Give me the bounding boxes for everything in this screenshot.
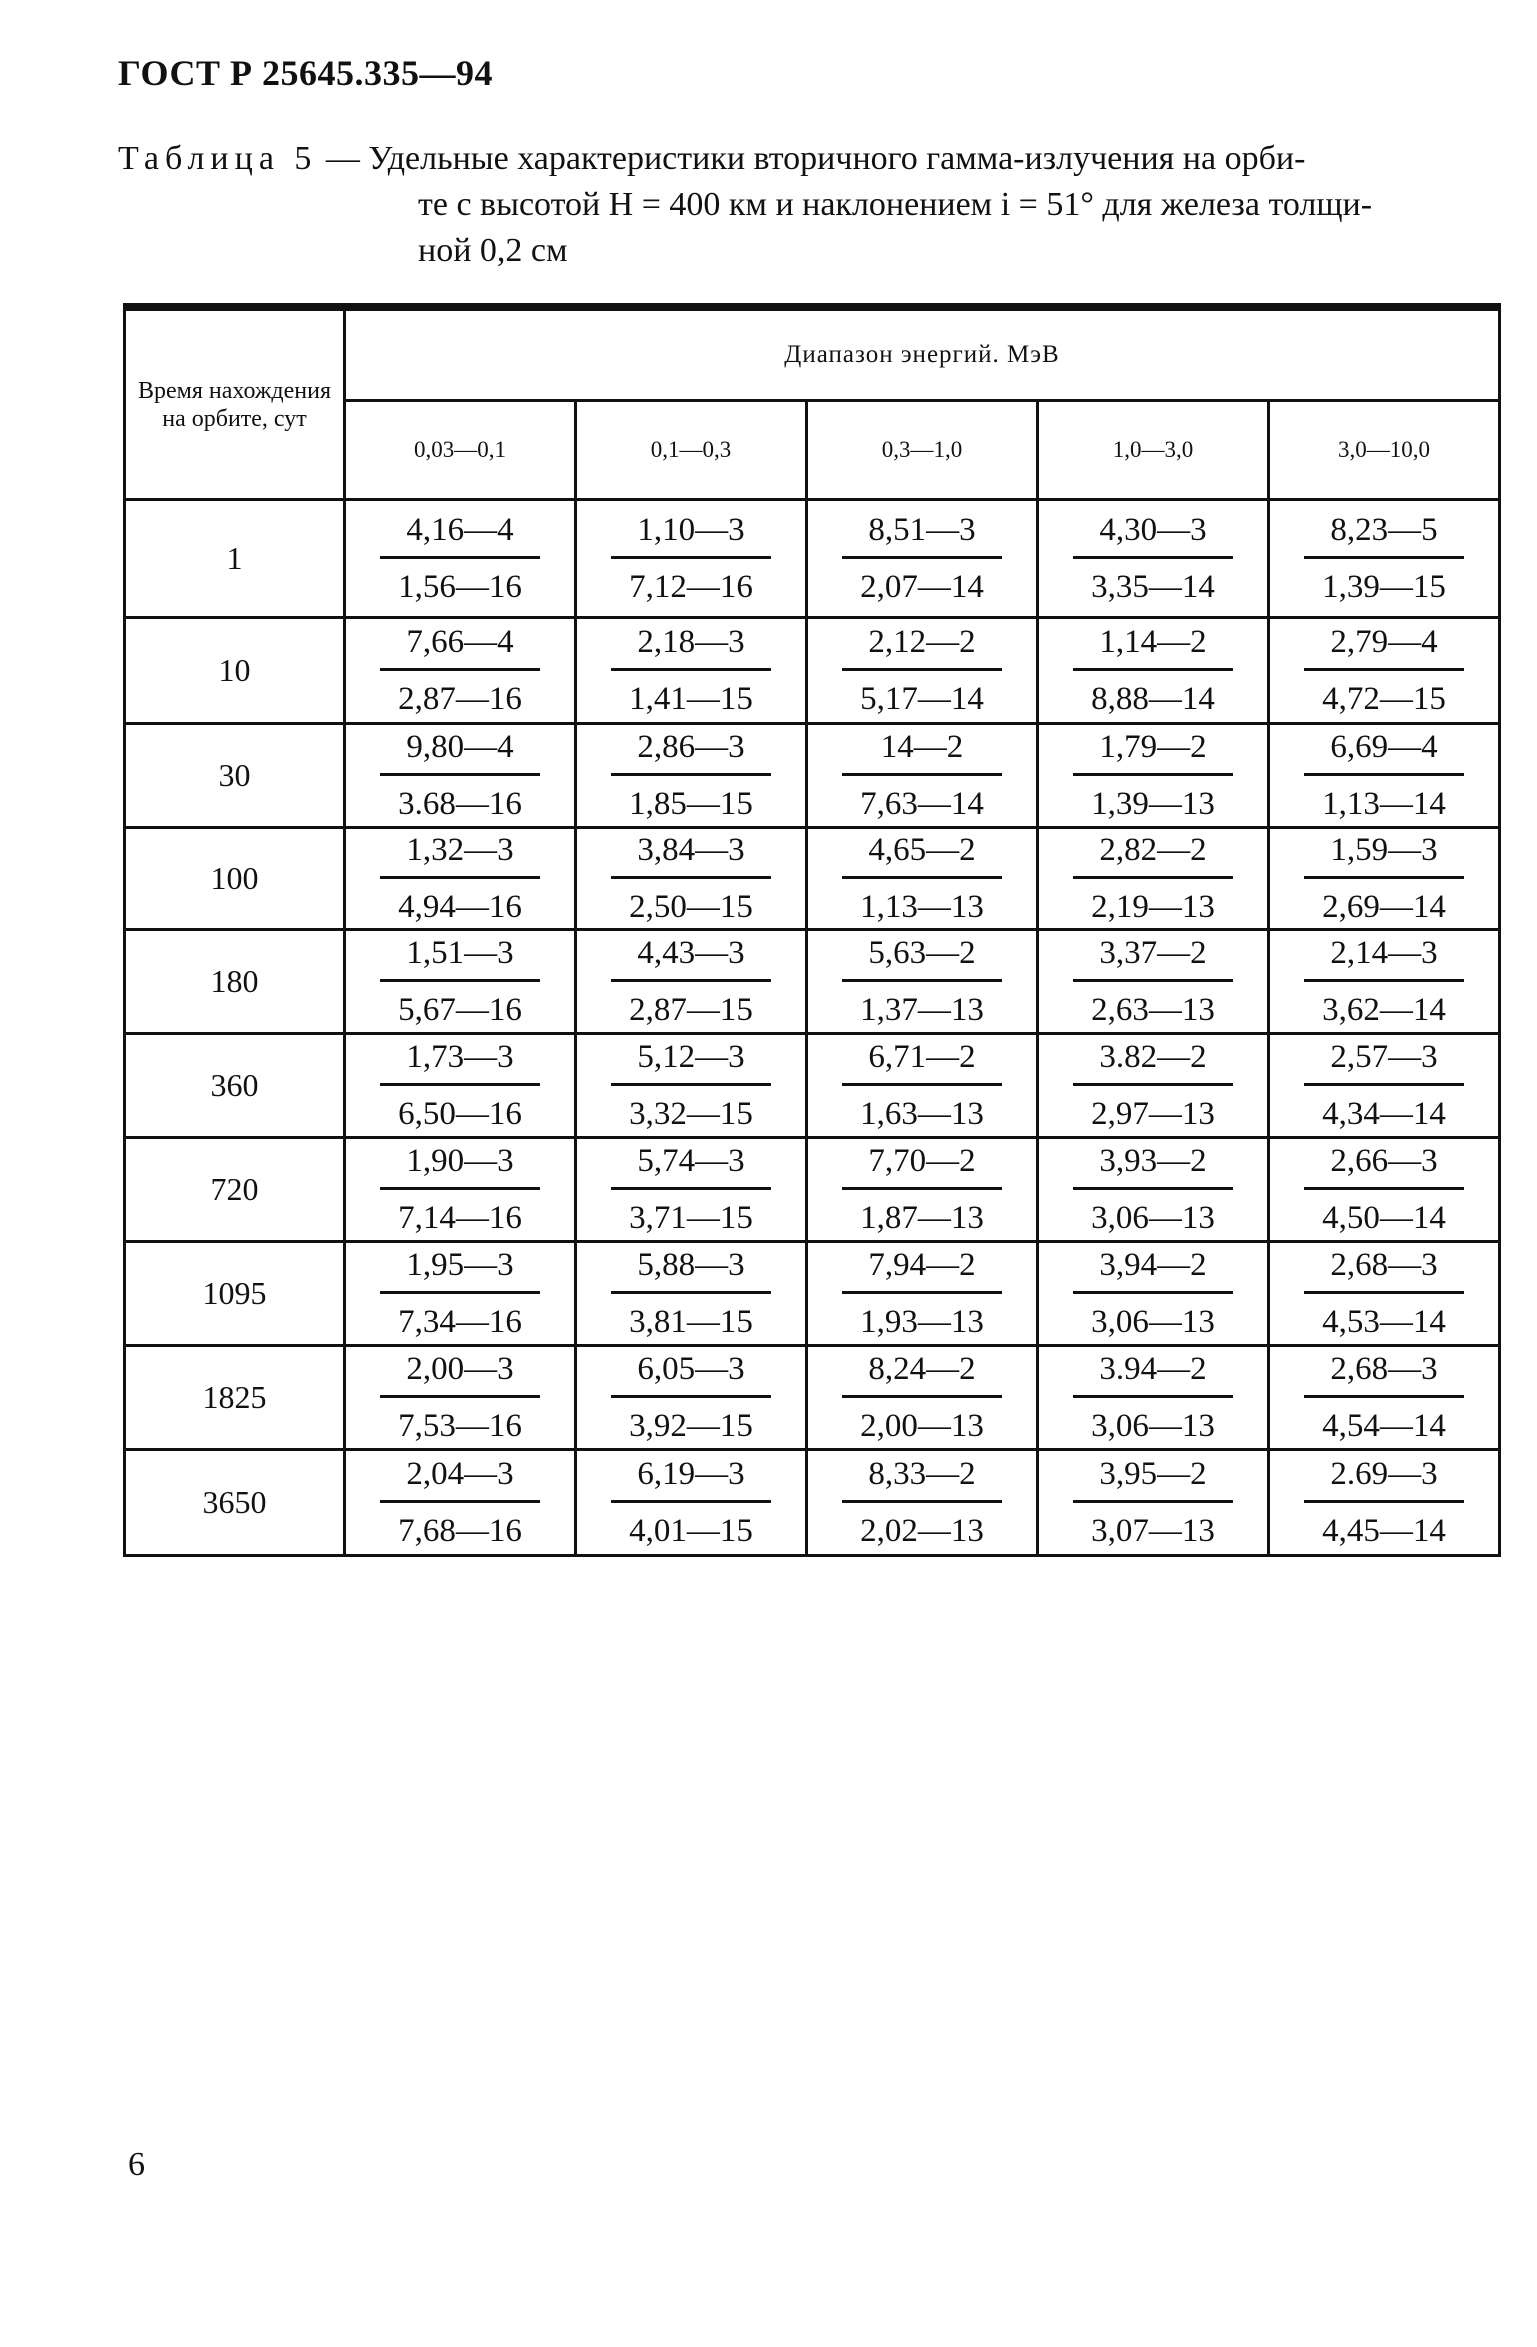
value-cell: [345, 828, 576, 930]
value-cell: [807, 1034, 1038, 1138]
numerator: 2.69—3: [1304, 1454, 1464, 1503]
time-cell: 30: [125, 724, 345, 828]
value-cell: [1269, 1034, 1500, 1138]
table-row: [125, 724, 1500, 828]
fraction: [1304, 1037, 1464, 1134]
numerator: 1,73—3: [380, 1037, 540, 1086]
fraction: [380, 1245, 540, 1342]
value-cell: [1038, 828, 1269, 930]
time-cell: 360: [125, 1034, 345, 1138]
value-cell: [807, 828, 1038, 930]
value-cell: [576, 1346, 807, 1450]
numerator: 4,30—3: [1073, 510, 1233, 559]
denominator: 1,39—13: [1091, 786, 1215, 822]
numerator: 7,94—2: [842, 1245, 1002, 1294]
numerator: 6,69—4: [1304, 727, 1464, 776]
value-cell: [1269, 1138, 1500, 1242]
value-cell: [345, 1034, 576, 1138]
fraction: [842, 830, 1002, 927]
denominator: 4,50—14: [1322, 1200, 1446, 1236]
fraction: [1073, 1141, 1233, 1238]
value-cell: [1038, 618, 1269, 724]
numerator: 9,80—4: [380, 727, 540, 776]
fraction: [380, 727, 540, 824]
value-cell: [576, 828, 807, 930]
fraction: [1304, 1245, 1464, 1342]
fraction: [380, 1454, 540, 1551]
numerator: 2,68—3: [1304, 1349, 1464, 1398]
denominator: 2,87—15: [629, 992, 753, 1028]
value-cell: [345, 1138, 576, 1242]
fraction: [1304, 510, 1464, 607]
value-cell: [1038, 1450, 1269, 1556]
fraction: [842, 622, 1002, 719]
table-row: [125, 618, 1500, 724]
fraction: [842, 1037, 1002, 1134]
value-cell: [345, 500, 576, 618]
fraction: [380, 622, 540, 719]
value-cell: [576, 724, 807, 828]
gamma-radiation-table: [123, 303, 1501, 1557]
numerator: 1,10—3: [611, 510, 771, 559]
fraction: [1073, 933, 1233, 1030]
denominator: 4,72—15: [1322, 681, 1446, 717]
energy-range-header: 3,0—10,0: [1269, 401, 1500, 500]
denominator: 2,50—15: [629, 889, 753, 925]
time-cell: 10: [125, 618, 345, 724]
numerator: 2,68—3: [1304, 1245, 1464, 1294]
denominator: 6,50—16: [398, 1096, 522, 1132]
time-cell: 720: [125, 1138, 345, 1242]
numerator: 4,43—3: [611, 933, 771, 982]
fraction: [1073, 1454, 1233, 1551]
value-cell: [345, 1346, 576, 1450]
fraction: [1304, 622, 1464, 719]
fraction: [842, 1245, 1002, 1342]
column-header-time: Время нахождения на орбите, сут: [125, 307, 345, 500]
denominator: 1,37—13: [860, 992, 984, 1028]
table-caption: [118, 136, 1498, 274]
numerator: 2,82—2: [1073, 830, 1233, 879]
fraction: [611, 1454, 771, 1551]
denominator: 1,13—14: [1322, 786, 1446, 822]
numerator: 5,74—3: [611, 1141, 771, 1190]
numerator: 5,88—3: [611, 1245, 771, 1294]
value-cell: [1269, 1242, 1500, 1346]
denominator: 3,06—13: [1091, 1200, 1215, 1236]
denominator: 3,06—13: [1091, 1304, 1215, 1340]
value-cell: [807, 1450, 1038, 1556]
value-cell: [1269, 828, 1500, 930]
fraction: [380, 1349, 540, 1446]
denominator: 3,06—13: [1091, 1408, 1215, 1444]
fraction: [380, 933, 540, 1030]
denominator: 5,67—16: [398, 992, 522, 1028]
numerator: 2,66—3: [1304, 1141, 1464, 1190]
denominator: 4,34—14: [1322, 1096, 1446, 1132]
denominator: 1,93—13: [860, 1304, 984, 1340]
table-label: Таблица 5: [118, 140, 318, 177]
value-cell: [807, 1346, 1038, 1450]
table-row: [125, 1346, 1500, 1450]
page-number: 6: [128, 2146, 145, 2183]
energy-range-header: 0,1—0,3: [576, 401, 807, 500]
denominator: 2,63—13: [1091, 992, 1215, 1028]
numerator: 1,59—3: [1304, 830, 1464, 879]
numerator: 2,14—3: [1304, 933, 1464, 982]
value-cell: [1269, 500, 1500, 618]
fraction: [842, 1454, 1002, 1551]
fraction: [842, 510, 1002, 607]
value-cell: [345, 1242, 576, 1346]
denominator: 2,69—14: [1322, 889, 1446, 925]
numerator: 3,95—2: [1073, 1454, 1233, 1503]
denominator: 1,13—13: [860, 889, 984, 925]
denominator: 1,85—15: [629, 786, 753, 822]
value-cell: [807, 724, 1038, 828]
numerator: 6,19—3: [611, 1454, 771, 1503]
fraction: [842, 933, 1002, 1030]
caption-line-3: ной 0,2 см: [418, 232, 568, 269]
value-cell: [1269, 618, 1500, 724]
denominator: 4,53—14: [1322, 1304, 1446, 1340]
numerator: 5,12—3: [611, 1037, 771, 1086]
fraction: [380, 1037, 540, 1134]
table-row: [125, 1138, 1500, 1242]
denominator: 1,41—15: [629, 681, 753, 717]
time-cell: 100: [125, 828, 345, 930]
column-header-energy-range: Диапазон энергий. МэВ: [345, 307, 1500, 401]
denominator: 2,97—13: [1091, 1096, 1215, 1132]
denominator: 3,07—13: [1091, 1513, 1215, 1549]
denominator: 1,87—13: [860, 1200, 984, 1236]
fraction: [1073, 510, 1233, 607]
numerator: 3,37—2: [1073, 933, 1233, 982]
denominator: 3,71—15: [629, 1200, 753, 1236]
numerator: 7,70—2: [842, 1141, 1002, 1190]
numerator: 5,63—2: [842, 933, 1002, 982]
value-cell: [576, 930, 807, 1034]
denominator: 2,19—13: [1091, 889, 1215, 925]
denominator: 2,87—16: [398, 681, 522, 717]
fraction: [842, 727, 1002, 824]
denominator: 2,00—13: [860, 1408, 984, 1444]
value-cell: [576, 1034, 807, 1138]
caption-line-1: — Удельные характеристики вторичного гамма-излучения на орби-: [317, 140, 1306, 177]
numerator: 7,66—4: [380, 622, 540, 671]
numerator: 1,90—3: [380, 1141, 540, 1190]
numerator: 1,79—2: [1073, 727, 1233, 776]
denominator: 7,12—16: [629, 569, 753, 605]
denominator: 2,07—14: [860, 569, 984, 605]
table-row: [125, 930, 1500, 1034]
denominator: 3.68—16: [398, 786, 522, 822]
value-cell: [807, 930, 1038, 1034]
numerator: 2,00—3: [380, 1349, 540, 1398]
energy-range-header: 0,03—0,1: [345, 401, 576, 500]
time-cell: 3650: [125, 1450, 345, 1556]
numerator: 3.82—2: [1073, 1037, 1233, 1086]
fraction: [1304, 830, 1464, 927]
fraction: [842, 1349, 1002, 1446]
time-cell: 1825: [125, 1346, 345, 1450]
value-cell: [576, 1450, 807, 1556]
value-cell: [807, 500, 1038, 618]
denominator: 7,68—16: [398, 1513, 522, 1549]
fraction: [611, 622, 771, 719]
denominator: 7,63—14: [860, 786, 984, 822]
numerator: 3,93—2: [1073, 1141, 1233, 1190]
fraction: [1304, 727, 1464, 824]
numerator: 4,16—4: [380, 510, 540, 559]
numerator: 8,24—2: [842, 1349, 1002, 1398]
denominator: 7,14—16: [398, 1200, 522, 1236]
numerator: 8,23—5: [1304, 510, 1464, 559]
fraction: [1073, 1349, 1233, 1446]
fraction: [611, 1037, 771, 1134]
fraction: [380, 510, 540, 607]
energy-range-header: 1,0—3,0: [1038, 401, 1269, 500]
value-cell: [1038, 724, 1269, 828]
denominator: 8,88—14: [1091, 681, 1215, 717]
value-cell: [576, 618, 807, 724]
table-row: [125, 500, 1500, 618]
value-cell: [345, 930, 576, 1034]
denominator: 7,34—16: [398, 1304, 522, 1340]
value-cell: [1038, 1346, 1269, 1450]
table-row: [125, 1034, 1500, 1138]
numerator: 2,04—3: [380, 1454, 540, 1503]
value-cell: [1269, 1346, 1500, 1450]
denominator: 4,45—14: [1322, 1513, 1446, 1549]
table-row: [125, 1450, 1500, 1556]
denominator: 5,17—14: [860, 681, 984, 717]
value-cell: [1038, 1242, 1269, 1346]
value-cell: [807, 1242, 1038, 1346]
denominator: 2,02—13: [860, 1513, 984, 1549]
denominator: 1,63—13: [860, 1096, 984, 1132]
table-row: [125, 828, 1500, 930]
fraction: [1304, 1349, 1464, 1446]
denominator: 4,94—16: [398, 889, 522, 925]
time-cell: 1: [125, 500, 345, 618]
denominator: 7,53—16: [398, 1408, 522, 1444]
fraction: [1073, 830, 1233, 927]
numerator: 8,33—2: [842, 1454, 1002, 1503]
denominator: 3,32—15: [629, 1096, 753, 1132]
fraction: [1304, 1141, 1464, 1238]
fraction: [1073, 1245, 1233, 1342]
fraction: [611, 727, 771, 824]
energy-range-header: 0,3—1,0: [807, 401, 1038, 500]
value-cell: [576, 500, 807, 618]
value-cell: [1038, 1138, 1269, 1242]
denominator: 3,35—14: [1091, 569, 1215, 605]
value-cell: [807, 1138, 1038, 1242]
value-cell: [1269, 1450, 1500, 1556]
value-cell: [576, 1138, 807, 1242]
fraction: [1073, 727, 1233, 824]
time-cell: 180: [125, 930, 345, 1034]
fraction: [1304, 933, 1464, 1030]
value-cell: [1269, 930, 1500, 1034]
numerator: 1,95—3: [380, 1245, 540, 1294]
table-row: [125, 1242, 1500, 1346]
numerator: 3,94—2: [1073, 1245, 1233, 1294]
denominator: 3,62—14: [1322, 992, 1446, 1028]
numerator: 4,65—2: [842, 830, 1002, 879]
value-cell: [345, 1450, 576, 1556]
numerator: 3.94—2: [1073, 1349, 1233, 1398]
value-cell: [1269, 724, 1500, 828]
time-cell: 1095: [125, 1242, 345, 1346]
fraction: [611, 933, 771, 1030]
numerator: 1,32—3: [380, 830, 540, 879]
numerator: 3,84—3: [611, 830, 771, 879]
numerator: 8,51—3: [842, 510, 1002, 559]
fraction: [1304, 1454, 1464, 1551]
numerator: 14—2: [842, 727, 1002, 776]
denominator: 4,54—14: [1322, 1408, 1446, 1444]
value-cell: [1038, 1034, 1269, 1138]
fraction: [611, 830, 771, 927]
fraction: [611, 1141, 771, 1238]
value-cell: [807, 618, 1038, 724]
numerator: 2,79—4: [1304, 622, 1464, 671]
fraction: [1073, 622, 1233, 719]
numerator: 1,51—3: [380, 933, 540, 982]
value-cell: [345, 724, 576, 828]
denominator: 1,39—15: [1322, 569, 1446, 605]
numerator: 1,14—2: [1073, 622, 1233, 671]
fraction: [611, 1245, 771, 1342]
numerator: 2,18—3: [611, 622, 771, 671]
denominator: 4,01—15: [629, 1513, 753, 1549]
fraction: [842, 1141, 1002, 1238]
numerator: 2,86—3: [611, 727, 771, 776]
caption-line-2: те с высотой H = 400 км и наклонением i = 51° для железа толщи-: [418, 186, 1373, 223]
fraction: [611, 510, 771, 607]
numerator: 6,05—3: [611, 1349, 771, 1398]
numerator: 2,57—3: [1304, 1037, 1464, 1086]
fraction: [611, 1349, 771, 1446]
value-cell: [576, 1242, 807, 1346]
numerator: 6,71—2: [842, 1037, 1002, 1086]
value-cell: [345, 618, 576, 724]
document-code: ГОСТ Р 25645.335—94: [118, 53, 493, 93]
fraction: [380, 830, 540, 927]
denominator: 3,81—15: [629, 1304, 753, 1340]
fraction: [380, 1141, 540, 1238]
value-cell: [1038, 500, 1269, 618]
denominator: 1,56—16: [398, 569, 522, 605]
denominator: 3,92—15: [629, 1408, 753, 1444]
value-cell: [1038, 930, 1269, 1034]
numerator: 2,12—2: [842, 622, 1002, 671]
fraction: [1073, 1037, 1233, 1134]
